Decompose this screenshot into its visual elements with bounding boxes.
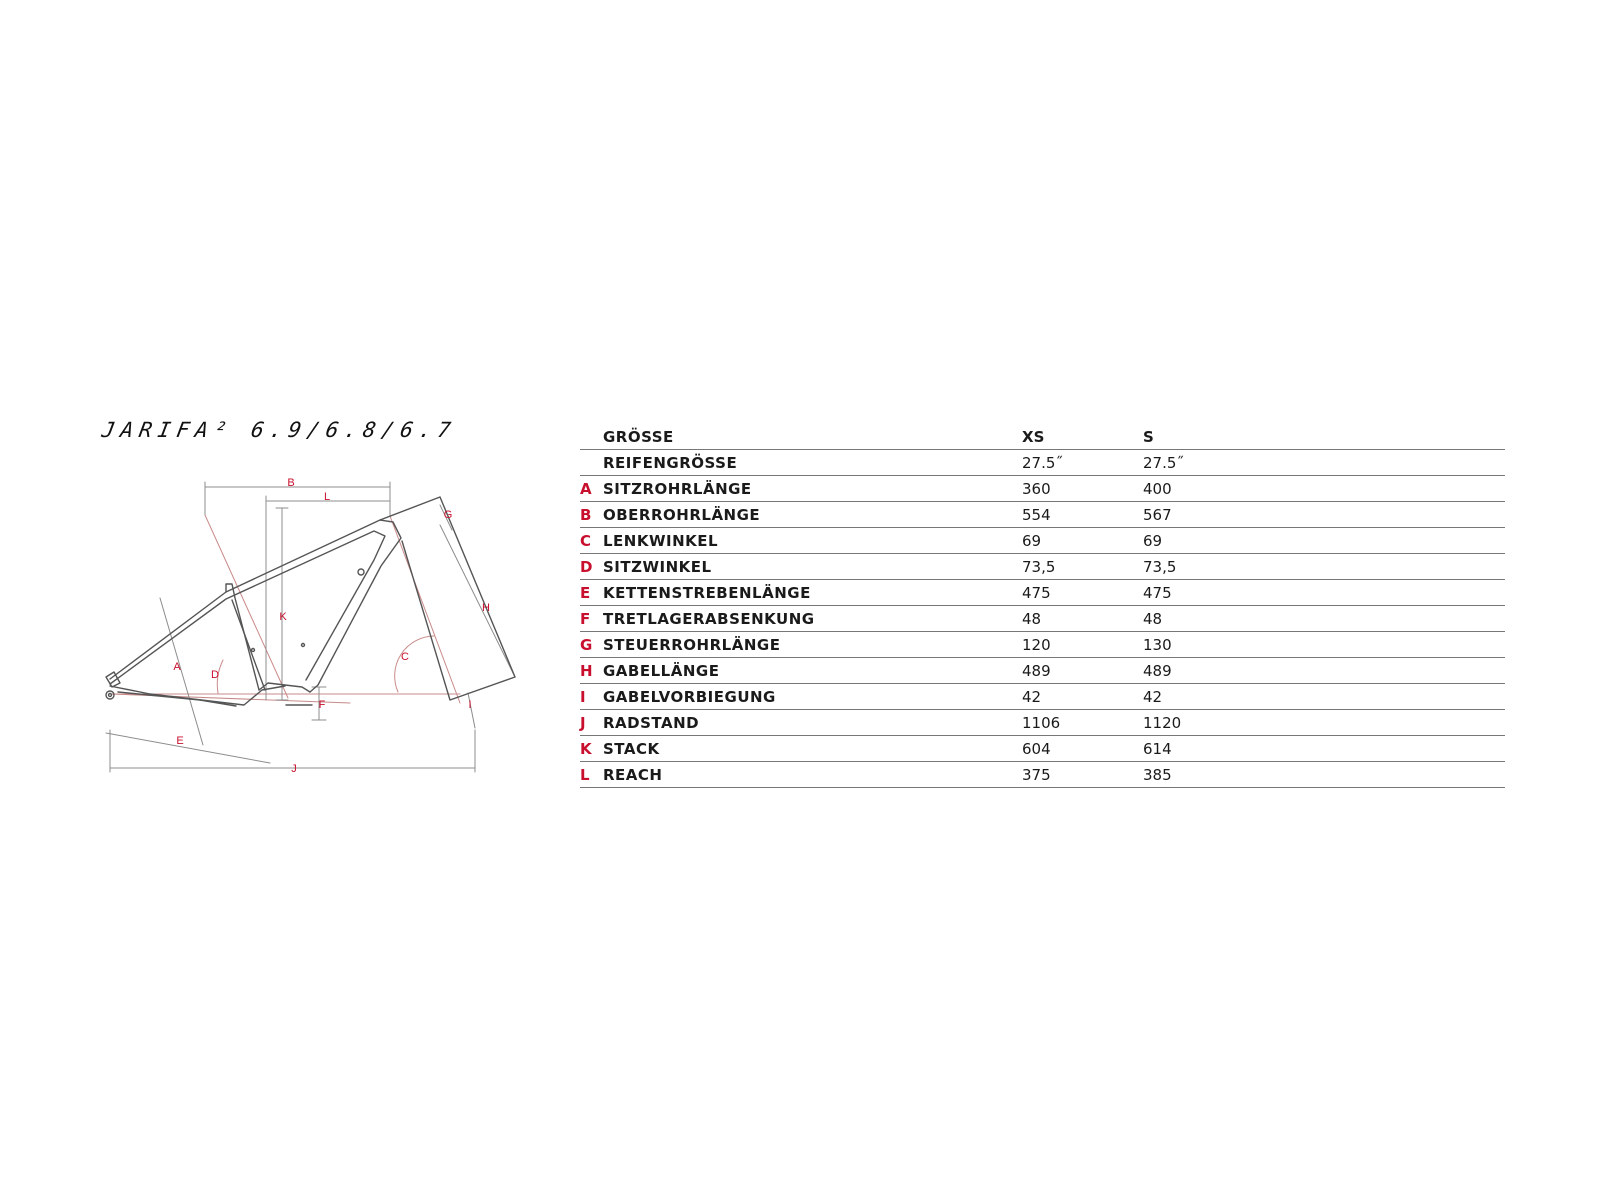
table-row (580, 476, 1505, 502)
row-letter: B (580, 502, 603, 528)
row-label: GABELVORBIEGUNG (603, 684, 1022, 710)
row-letter: K (580, 736, 603, 762)
red-guide-lines (110, 515, 460, 703)
row-value-s: 489 (1143, 658, 1505, 684)
table-row (580, 502, 1505, 528)
row-label: SITZROHRLÄNGE (603, 476, 1022, 502)
row-label: KETTENSTREBENLÄNGE (603, 580, 1022, 606)
geometry-table (580, 424, 1505, 788)
table-row (580, 632, 1505, 658)
dim-label-k: K (279, 611, 287, 623)
row-label: REACH (603, 762, 1022, 788)
row-value-xs: 73,5 (1022, 554, 1143, 580)
row-label: STACK (603, 736, 1022, 762)
row-value-xs: 475 (1022, 580, 1143, 606)
table-row (580, 606, 1505, 632)
table-row (580, 684, 1505, 710)
frame-geometry-diagram (95, 462, 525, 782)
row-value-xs: 604 (1022, 736, 1143, 762)
row-label: TRETLAGERABSENKUNG (603, 606, 1022, 632)
row-letter: L (580, 762, 603, 788)
table-row (580, 554, 1505, 580)
row-value-s: 1120 (1143, 710, 1505, 736)
dim-label-j: J (291, 763, 297, 775)
row-value-s: 400 (1143, 476, 1505, 502)
row-value-s: 69 (1143, 528, 1505, 554)
header-size-label: GRÖSSE (603, 424, 1022, 450)
row-letter: I (580, 684, 603, 710)
row-label: REIFENGRÖSSE (603, 450, 1022, 476)
row-label: LENKWINKEL (603, 528, 1022, 554)
row-value-xs: 69 (1022, 528, 1143, 554)
row-label: OBERROHRLÄNGE (603, 502, 1022, 528)
dimension-lines (106, 482, 515, 772)
dim-label-b: B (287, 477, 295, 489)
dim-label-h: H (482, 602, 490, 614)
row-value-s: 48 (1143, 606, 1505, 632)
header-size-xs: XS (1022, 424, 1143, 450)
table-row (580, 658, 1505, 684)
row-value-s: 42 (1143, 684, 1505, 710)
dim-label-d: D (211, 669, 219, 681)
table-row (580, 762, 1505, 788)
row-value-xs: 489 (1022, 658, 1143, 684)
row-letter: A (580, 476, 603, 502)
bike-frame (106, 497, 515, 706)
dimension-letters (173, 477, 490, 775)
row-label: SITZWINKEL (603, 554, 1022, 580)
row-letter: F (580, 606, 603, 632)
row-value-xs: 27.5˝ (1022, 450, 1143, 476)
row-value-s: 385 (1143, 762, 1505, 788)
dim-label-l: L (323, 491, 331, 503)
row-letter (580, 450, 603, 476)
table-row (580, 736, 1505, 762)
dim-label-f: F (318, 699, 326, 711)
dim-label-a: A (173, 661, 181, 673)
row-letter: H (580, 658, 603, 684)
dim-label-c: C (401, 651, 409, 663)
table-row (580, 710, 1505, 736)
row-letter: C (580, 528, 603, 554)
table-row (580, 450, 1505, 476)
row-label: GABELLÄNGE (603, 658, 1022, 684)
row-value-s: 567 (1143, 502, 1505, 528)
row-letter: G (580, 632, 603, 658)
row-value-xs: 375 (1022, 762, 1143, 788)
dim-label-e: E (176, 735, 184, 747)
row-value-s: 73,5 (1143, 554, 1505, 580)
header-size-s: S (1143, 424, 1505, 450)
row-label: STEUERROHRLÄNGE (603, 632, 1022, 658)
row-label: RADSTAND (603, 710, 1022, 736)
row-value-s: 614 (1143, 736, 1505, 762)
row-value-xs: 360 (1022, 476, 1143, 502)
row-value-s: 27.5˝ (1143, 450, 1505, 476)
row-value-xs: 48 (1022, 606, 1143, 632)
row-value-xs: 554 (1022, 502, 1143, 528)
header-letter-cell (580, 424, 603, 450)
table-row (580, 580, 1505, 606)
dim-label-g: G (443, 509, 453, 521)
row-value-xs: 120 (1022, 632, 1143, 658)
dim-label-i: I (468, 699, 472, 711)
row-value-xs: 1106 (1022, 710, 1143, 736)
row-letter: E (580, 580, 603, 606)
row-letter: D (580, 554, 603, 580)
row-value-xs: 42 (1022, 684, 1143, 710)
row-letter: J (580, 710, 603, 736)
row-value-s: 130 (1143, 632, 1505, 658)
model-title: JARIFA² 6.9/6.8/6.7 (100, 418, 459, 442)
table-header-row (580, 424, 1505, 450)
row-value-s: 475 (1143, 580, 1505, 606)
table-row (580, 528, 1505, 554)
